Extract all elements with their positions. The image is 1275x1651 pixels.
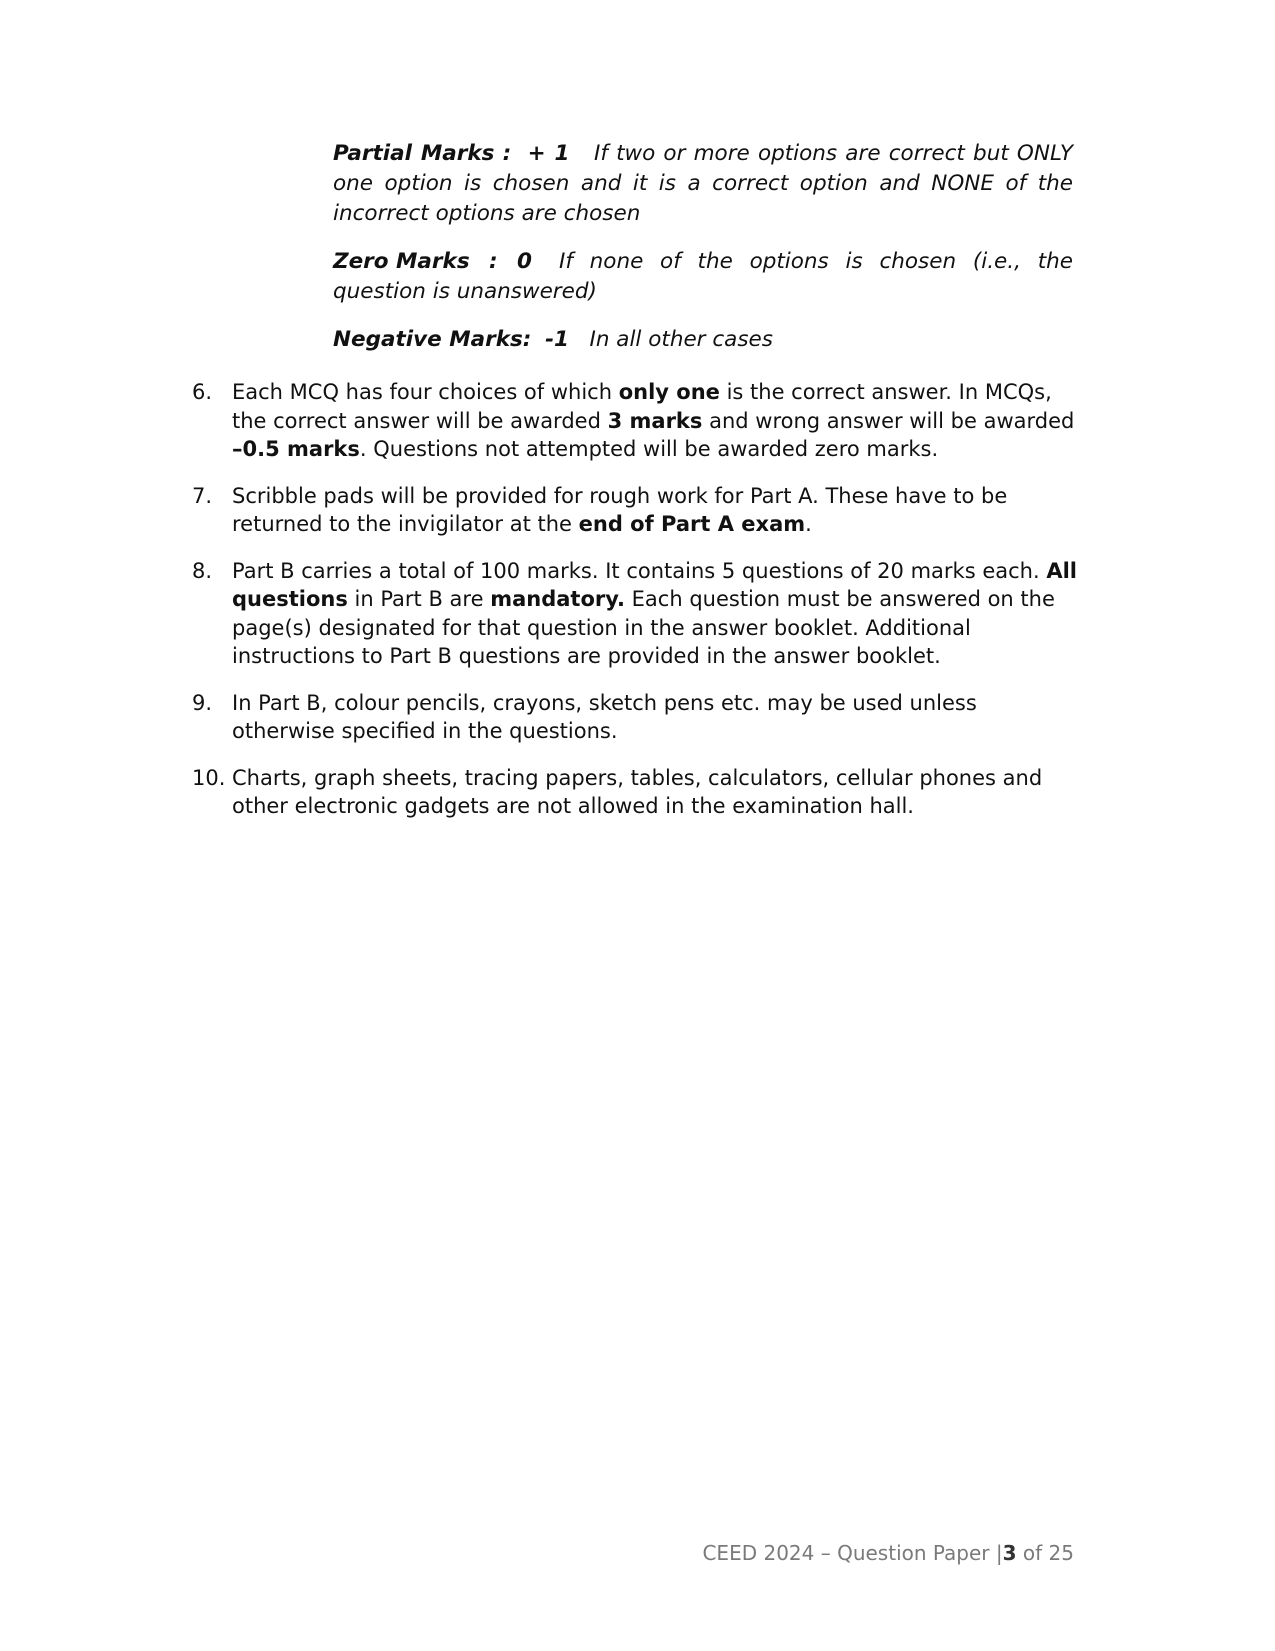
instruction-text: Charts, graph sheets, tracing papers, tables, calculators, cellular phones and other electronic gadgets are not allowed in the examination hall. bbox=[232, 765, 1043, 818]
zero-marks-value: 0 bbox=[517, 249, 532, 274]
instruction-item-10 bbox=[192, 764, 1077, 821]
instruction-text: Scribble pads will be provided for rough work for Part A. These have to be returned to the invigilator at the end of Part A exam. bbox=[232, 483, 1008, 536]
instruction-item-9 bbox=[192, 689, 1077, 746]
negative-marks-text: In all other cases bbox=[589, 327, 773, 352]
partial-marks-text: If two or more options are correct but ONLY one option is chosen and it is a correct option and NONE of the incorrect options are chosen bbox=[333, 141, 1073, 226]
instructions-list bbox=[192, 378, 1077, 839]
partial-marks-sep: : bbox=[502, 141, 512, 166]
negative-marks-value: -1 bbox=[545, 327, 569, 352]
negative-marks-rule bbox=[333, 325, 1073, 355]
zero-marks-label: Zero Marks bbox=[333, 249, 470, 274]
zero-marks-text: If none of the options is chosen (i.e., the question is unanswered) bbox=[333, 249, 1073, 304]
page-footer bbox=[702, 1541, 1074, 1565]
negative-marks-label: Negative Marks: bbox=[333, 327, 532, 352]
zero-marks-rule bbox=[333, 247, 1073, 307]
instruction-number: 10. bbox=[192, 765, 226, 790]
marking-scheme bbox=[333, 139, 1073, 373]
partial-marks-label: Partial Marks bbox=[333, 141, 495, 166]
instruction-text: Part B carries a total of 100 marks. It contains 5 questions of 20 marks each. All questions in Part B are mandatory. Each question must be answered on the page(s) designated for that question in the answer booklet. Additional instructions to Part B questions are provided in the answer booklet. bbox=[232, 558, 1077, 668]
footer-page-number: 3 bbox=[1002, 1541, 1017, 1565]
partial-marks-value: + 1 bbox=[527, 141, 570, 166]
instruction-item-7 bbox=[192, 482, 1077, 539]
partial-marks-rule bbox=[333, 139, 1073, 229]
instruction-number: 7. bbox=[192, 483, 213, 508]
footer-page-total: of 25 bbox=[1022, 1541, 1074, 1565]
zero-marks-sep: : bbox=[489, 249, 498, 274]
footer-doc-title: CEED 2024 – Question Paper | bbox=[702, 1541, 1003, 1565]
instruction-item-6 bbox=[192, 378, 1077, 464]
instruction-number: 9. bbox=[192, 690, 213, 715]
instruction-text: Each MCQ has four choices of which only one is the correct answer. In MCQs, the correct answer will be awarded 3 marks and wrong answer will be awarded –0.5 marks. Questions not attempted will be awarded zero marks. bbox=[232, 380, 1075, 461]
instruction-number: 6. bbox=[192, 380, 213, 404]
instruction-number: 8. bbox=[192, 558, 213, 583]
instruction-item-8 bbox=[192, 557, 1077, 671]
instruction-text: In Part B, colour pencils, crayons, sketch pens etc. may be used unless otherwise specified in the questions. bbox=[232, 690, 977, 743]
